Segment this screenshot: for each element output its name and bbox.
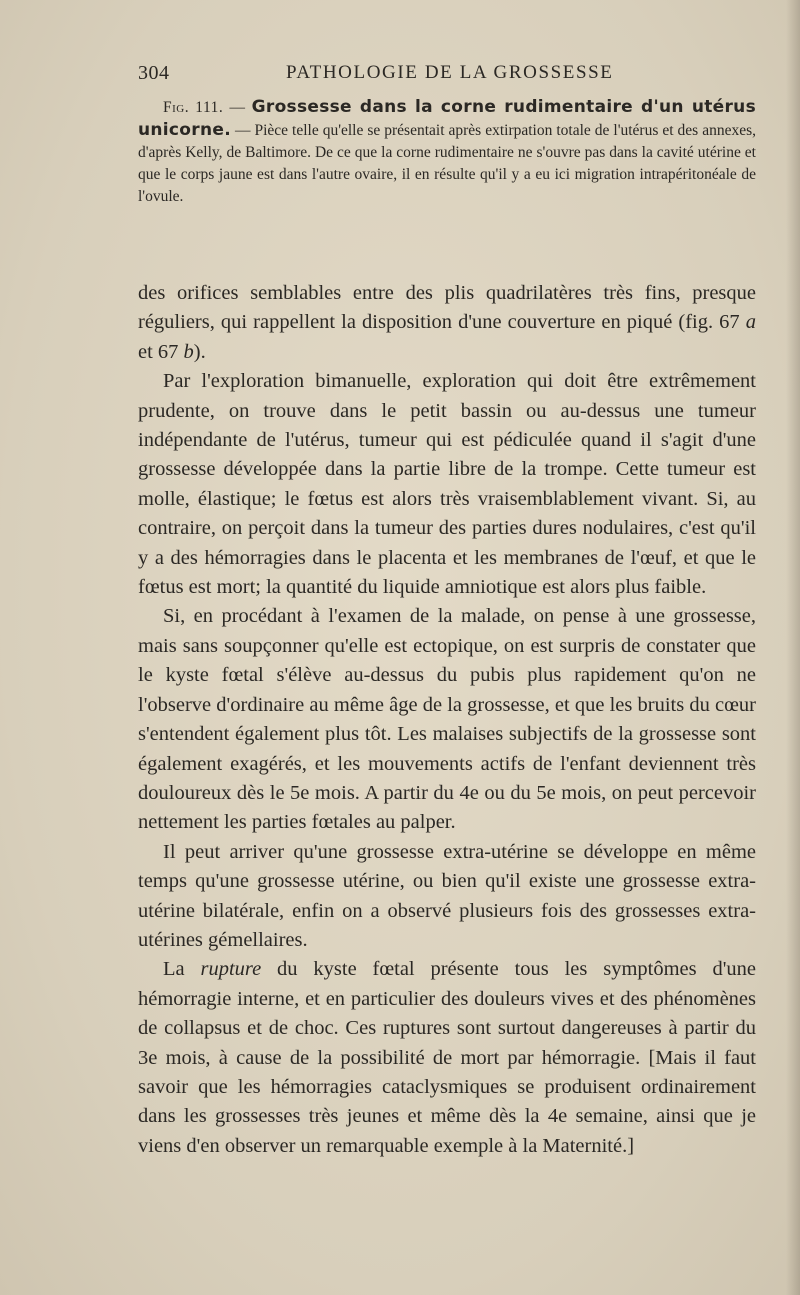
text-run: du kyste fœtal présente tous les symptômes d'une hémorragie interne, et en particulier des douleurs vives et des phénomènes de collapsus et de choc. Ces ruptures sont surtout dangereuses à partir du 3e mois, à cause de la possibilité de mort par hémorragie. [Mais il faut savoir que les hémorragies cataclysmiques se produisent ordinairement dans les grossesses très jeunes et même dès la 4e semaine, ainsi que je viens d'en observer un remarquable exemple à la Maternité.]	[138, 958, 756, 1157]
page-header	[138, 62, 756, 86]
page-number: 304	[138, 62, 170, 84]
text-run: La	[163, 958, 201, 981]
page-edge-shadow	[786, 0, 800, 1295]
italic-text: rupture	[200, 958, 262, 981]
italic-text: b	[183, 340, 194, 363]
text-run: et 67	[138, 340, 184, 363]
running-head: PATHOLOGIE DE LA GROSSESSE	[286, 62, 614, 83]
figure-caption-text: — Pièce telle qu'elle se présentait après extirpation totale de l'utérus et des annexes, d'après Kelly, de Baltimore. De ce que la corne rudimentaire ne s'ouvre pas dans la cavité utérine et que le corps jaune est dans l'autre ovaire, il en résulte qu'il y a eu ici migration intrapéritonéale de l'ovule.	[138, 122, 756, 205]
figure-caption	[138, 96, 756, 208]
paragraph-continued	[138, 279, 756, 367]
figure-title: Grossesse dans la corne rudimentaire d'un utérus unicorne.	[138, 97, 756, 140]
paragraph-rupture	[138, 955, 756, 1161]
text-run: ).	[193, 340, 206, 363]
body-text	[138, 279, 756, 1161]
paragraph-bimanual-exploration: Par l'exploration bimanuelle, exploration qui doit être extrêmement prudente, on trouve dans le petit bassin ou au-dessus une tumeur indépendante de l'utérus, tumeur qui est pédiculée quand il s'agit d'une grossesse développée dans la partie libre de la trompe. Cette tumeur est molle, élastique; le fœtus est alors très vraisemblablement vivant. Si, au contraire, on perçoit dans la tumeur des parties dures nodulaires, c'est qu'il y a des hémorragies dans le placenta et les membranes de l'œuf, et que le fœtus est mort; la quantité du liquide amniotique est alors plus faible.	[138, 370, 756, 599]
figure-label: Fig. 111. —	[163, 99, 252, 116]
italic-text: a	[745, 311, 756, 334]
text-run: des orifices semblables entre des plis quadrilatères très fins, presque réguliers, qui rappellent la disposition d'une couverture en piqué (fig. 67	[138, 282, 756, 334]
paragraph-examination: Si, en procédant à l'examen de la malade, on pense à une grossesse, mais sans soupçonner qu'elle est ectopique, on est surpris de constater que le kyste fœtal s'élève au-dessus du pubis plus rapidement qu'on ne l'observe d'ordinaire au même âge de la grossesse, et que les bruits du cœur s'entendent également plus tôt. Les malaises subjectifs de la grossesse sont également exagérés, et les mouvements actifs de l'enfant deviennent très douloureux dès le 5e mois. A partir du 4e ou du 5e mois, on peut percevoir nettement les parties fœtales au palper.	[138, 605, 756, 834]
paragraph-bilateral: Il peut arriver qu'une grossesse extra-utérine se développe en même temps qu'une grossesse utérine, ou bien qu'il existe une grossesse extra-utérine bilatérale, enfin on a observé plusieurs fois des grossesses extra-utérines gémellaires.	[138, 840, 756, 951]
